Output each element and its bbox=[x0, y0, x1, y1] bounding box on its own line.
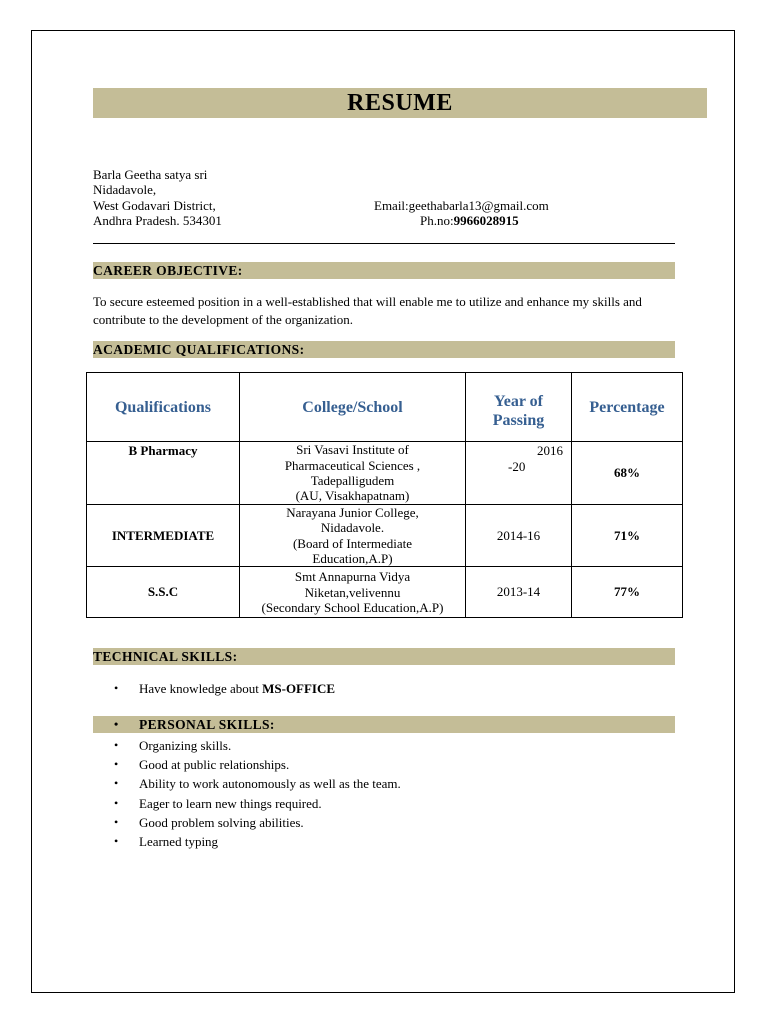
list-item: • Good at public relationships. bbox=[93, 755, 401, 774]
college-cell: Sri Vasavi Institute of Pharmaceutical Sciences , Tadepalligudem (AU, Visakhapatnam) bbox=[240, 442, 466, 505]
table-header-row bbox=[87, 373, 683, 442]
header-college: College/School bbox=[240, 373, 466, 442]
bullet-icon: • bbox=[114, 814, 119, 829]
percentage-cell: 77% bbox=[572, 567, 683, 618]
address-line-1: Nidadavole, bbox=[93, 182, 157, 198]
qualification-cell: INTERMEDIATE bbox=[87, 505, 240, 567]
header-year: Year of Passing bbox=[466, 373, 572, 442]
year-cell: 2014-16 bbox=[466, 505, 572, 567]
objective-text: To secure esteemed position in a well-established that will enable me to utilize and enhance my skills and contribute to the development of the organization. bbox=[93, 294, 642, 327]
list-item: • Have knowledge about MS-OFFICE bbox=[93, 679, 335, 698]
college-cell: Narayana Junior College, Nidadavole. (Board of Intermediate Education,A.P) bbox=[240, 505, 466, 567]
percentage-cell: 68% bbox=[572, 442, 683, 505]
year-cell: 2013-14 bbox=[466, 567, 572, 618]
email-text: Email:geethabarla13@gmail.com bbox=[374, 198, 549, 213]
percentage-cell: 71% bbox=[572, 505, 683, 567]
table-row bbox=[87, 442, 683, 505]
bullet-icon: • bbox=[114, 795, 119, 810]
list-item: • Eager to learn new things required. bbox=[93, 794, 401, 813]
address-block bbox=[93, 167, 222, 228]
list-item: • Learned typing bbox=[93, 832, 401, 851]
title-band bbox=[93, 88, 707, 118]
table-row bbox=[87, 567, 683, 618]
academic-heading bbox=[93, 341, 675, 358]
contact-block bbox=[374, 198, 549, 229]
address-line-2: West Godavari District, bbox=[93, 197, 216, 213]
header-divider bbox=[93, 243, 675, 244]
resume-title: RESUME bbox=[347, 90, 453, 116]
career-objective-heading bbox=[93, 262, 675, 279]
list-item: • Ability to work autonomously as well as the team. bbox=[93, 774, 401, 793]
personal-skills-label: PERSONAL SKILLS: bbox=[139, 717, 275, 732]
header-qualifications: Qualifications bbox=[87, 373, 240, 442]
list-item: • Organizing skills. bbox=[93, 736, 401, 755]
qualification-cell: S.S.C bbox=[87, 567, 240, 618]
technical-skills-heading bbox=[93, 648, 675, 665]
personal-skills-list bbox=[93, 736, 401, 851]
technical-skills-list bbox=[93, 679, 335, 698]
address-line-3: Andhra Pradesh. 534301 bbox=[93, 212, 222, 228]
table-row bbox=[87, 505, 683, 567]
academic-table bbox=[86, 372, 683, 618]
bullet-icon: • bbox=[114, 776, 119, 791]
bullet-icon: • bbox=[114, 738, 119, 752]
personal-skills-heading bbox=[93, 716, 675, 733]
career-objective-label: CAREER OBJECTIVE: bbox=[93, 263, 243, 278]
list-item: • Good problem solving abilities. bbox=[93, 813, 401, 832]
applicant-name: Barla Geetha satya sri bbox=[93, 167, 208, 182]
header-percentage: Percentage bbox=[572, 373, 683, 442]
phone-label: Ph.no: bbox=[420, 213, 454, 229]
bullet-icon: • bbox=[114, 757, 119, 772]
phone-text bbox=[374, 213, 549, 228]
academic-label: ACADEMIC QUALIFICATIONS: bbox=[93, 342, 305, 357]
technical-skills-label: TECHNICAL SKILLS: bbox=[93, 649, 238, 664]
qualification-cell: B Pharmacy bbox=[87, 442, 240, 505]
year-cell: 2016 -20 bbox=[466, 442, 572, 505]
bullet-icon: • bbox=[114, 834, 119, 849]
college-cell: Smt Annapurna Vidya Niketan,velivennu (Secondary School Education,A.P) bbox=[240, 567, 466, 618]
phone-number: 9966028915 bbox=[453, 213, 519, 229]
bullet-icon: • bbox=[114, 717, 119, 731]
bullet-icon: • bbox=[114, 681, 119, 695]
